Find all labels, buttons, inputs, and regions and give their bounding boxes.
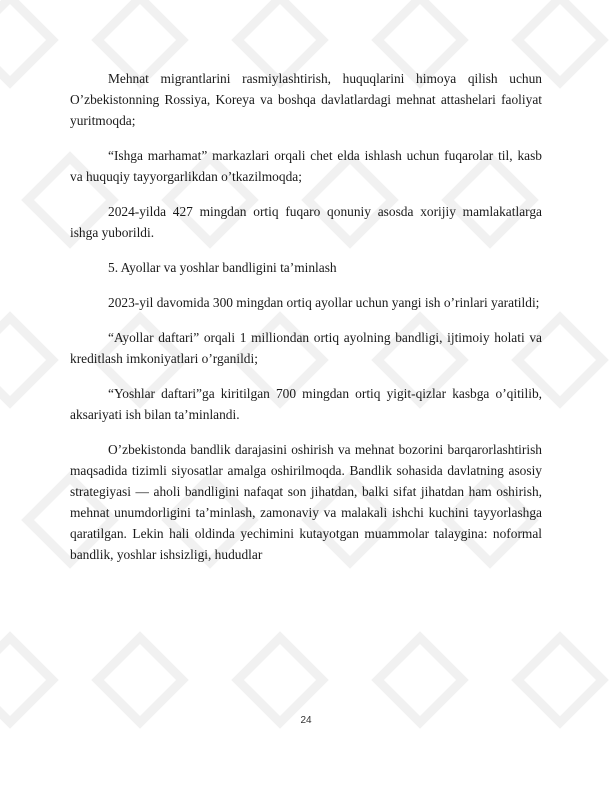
- document-body: [70, 68, 542, 579]
- section-heading-women-youth: 5. Ayollar va yoshlar bandligini ta’minlash: [108, 260, 337, 275]
- paragraph-ishga-marhamat: “Ishga marhamat” markazlari orqali chet elda ishlash uchun fuqarolar til, kasb va huquqiy tayyorgarlikdan o’tkazilmoqda;: [70, 148, 542, 184]
- paragraph-migrant-attaches: Mehnat migrantlarini rasmiylashtirish, huquqlarini himoya qilish uchun O’zbekistonning Rossiya, Koreya va boshqa davlatlardagi mehnat attashelari faoliyat yuritmoqda;: [70, 71, 542, 128]
- page-number: 24: [300, 715, 312, 726]
- paragraph-yoshlar-daftari: “Yoshlar daftari”ga kiritilgan 700 mingdan ortiq yigit-qizlar kasbga o’qitilib, aksariyati ish bilan ta’minlandi.: [70, 386, 542, 422]
- paragraph-2024-workers-abroad: 2024-yilda 427 mingdan ortiq fuqaro qonuniy asosda xorijiy mamlakatlarga ishga yuborildi.: [70, 204, 542, 240]
- paragraph-ayollar-daftari: “Ayollar daftari” orqali 1 milliondan ortiq ayolning bandligi, ijtimoiy holati va kreditlash imkoniyatlari o’rganildi;: [70, 330, 542, 366]
- paragraph-employment-policy: O’zbekistonda bandlik darajasini oshirish va mehnat bozorini barqarorlashtirish maqsadida tizimli siyosatlar amalga oshirilmoqda. Bandlik sohasida davlatning asosiy strategiyasi — aholi bandligini nafaqat son jihatdan, balki sifat jihatdan ham oshirish, mehnat unumdorligini ta’minlash, zamonaviy va malakali ishchi kuchini tayyorlashga qaratilgan. Lekin hali oldinda yechimini kutayotgan muammolar talaygina: noformal bandlik, yoshlar ishsizligi, hududlar: [70, 442, 542, 562]
- paragraph-2023-women-jobs: 2023-yil davomida 300 mingdan ortiq ayollar uchun yangi ish o’rinlari yaratildi;: [108, 295, 540, 310]
